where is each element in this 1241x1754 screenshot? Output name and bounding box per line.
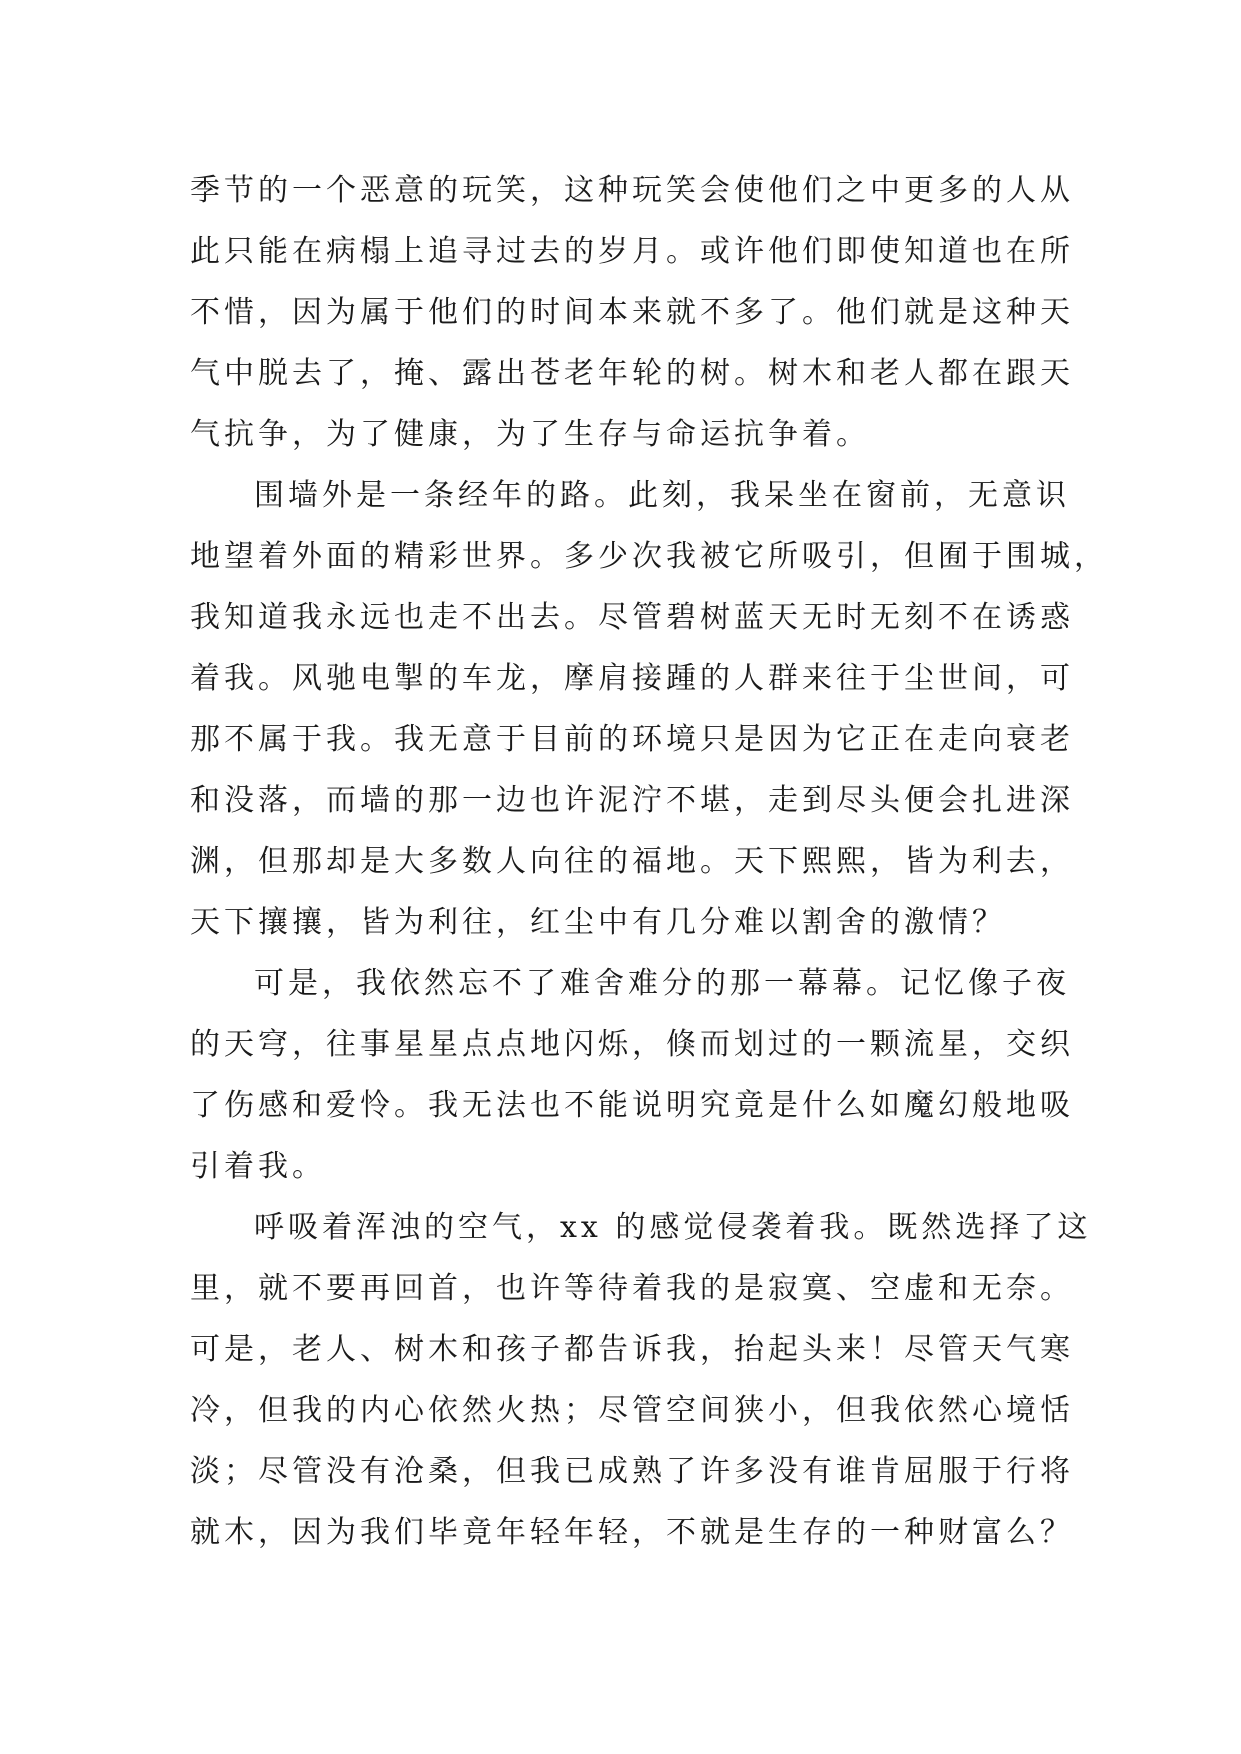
- body-text: [190, 160, 1108, 1563]
- paragraph-start-line: 围墙外是一条经年的路。此刻，我呆坐在窗前，无意识: [254, 478, 1070, 513]
- text-line: 了伤感和爱怜。我无法也不能说明究竟是什么如魔幻般地吸: [190, 1088, 1074, 1123]
- text-line: 气中脱去了，掩、露出苍老年轮的树。树木和老人都在跟天: [190, 356, 1074, 391]
- text-line: 那不属于我。我无意于目前的环境只是因为它正在走向衰老: [190, 722, 1074, 757]
- paragraph-start-line: 可是，我依然忘不了难舍难分的那一幕幕。记忆像子夜: [254, 966, 1070, 1001]
- text-line: 着我。风驰电掣的车龙，摩肩接踵的人群来往于尘世间，可: [190, 661, 1074, 696]
- text-line: 气抗争，为了健康，为了生存与命运抗争着。: [190, 417, 870, 452]
- text-line: 淡；尽管没有沧桑，但我已成熟了许多没有谁肯屈服于行将: [190, 1454, 1074, 1489]
- text-line: 可是，老人、树木和孩子都告诉我，抬起头来！尽管天气寒: [190, 1332, 1074, 1367]
- text-line: 和没落，而墙的那一边也许泥泞不堪，走到尽头便会扎进深: [190, 783, 1074, 818]
- text-line: 就木，因为我们毕竟年轻年轻，不就是生存的一种财富么？: [190, 1515, 1074, 1550]
- text-line: 不惜，因为属于他们的时间本来就不多了。他们就是这种天: [190, 295, 1074, 330]
- text-line: 季节的一个恶意的玩笑，这种玩笑会使他们之中更多的人从: [190, 173, 1074, 208]
- text-line: 里，就不要再回首，也许等待着我的是寂寞、空虚和无奈。: [190, 1271, 1074, 1306]
- text-line: 地望着外面的精彩世界。多少次我被它所吸引，但囿于围城，: [190, 539, 1108, 574]
- text-line: 此只能在病榻上追寻过去的岁月。或许他们即使知道也在所: [190, 234, 1074, 269]
- text-line: 的天穹，往事星星点点地闪烁，倏而划过的一颗流星，交织: [190, 1027, 1074, 1062]
- text-line: 渊，但那却是大多数人向往的福地。天下熙熙，皆为利去，: [190, 844, 1074, 879]
- text-line: 我知道我永远也走不出去。尽管碧树蓝天无时无刻不在诱惑: [190, 600, 1074, 635]
- paragraph-start-line: 呼吸着浑浊的空气，xx 的感觉侵袭着我。既然选择了这: [254, 1210, 1092, 1245]
- text-line: 引着我。: [190, 1149, 326, 1184]
- text-line: 天下攘攘，皆为利往，红尘中有几分难以割舍的激情？: [190, 905, 1006, 940]
- text-line: 冷，但我的内心依然火热；尽管空间狭小，但我依然心境恬: [190, 1393, 1074, 1428]
